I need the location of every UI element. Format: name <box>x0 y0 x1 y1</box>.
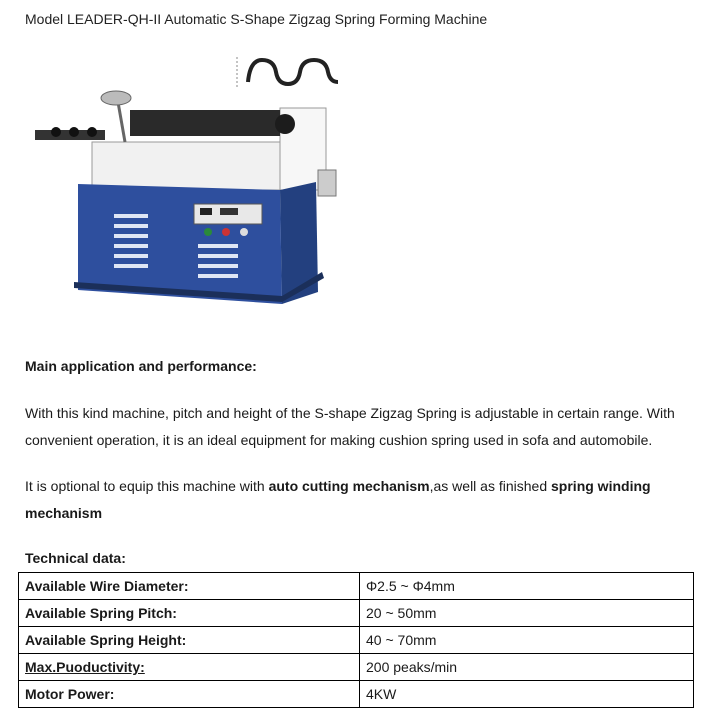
table-row <box>19 627 694 654</box>
table-row <box>19 681 694 708</box>
tech-label: Available Wire Diameter: <box>19 573 360 600</box>
section-heading: Main application and performance: <box>25 358 257 374</box>
options-text-2: ,as well as finished <box>429 478 552 494</box>
options-bold-2: spring winding mechanism <box>25 478 651 521</box>
options-bold-1: auto cutting mechanism <box>268 478 430 494</box>
tech-value: 40 ~ 70mm <box>360 627 694 654</box>
table-row <box>19 573 694 600</box>
page-title: Model LEADER-QH-II Automatic S-Shape Zigzag Spring Forming Machine <box>25 11 488 27</box>
tech-value: 20 ~ 50mm <box>360 600 694 627</box>
description-paragraph: With this kind machine, pitch and height of the S-shape Zigzag Spring is adjustable in certain range. With convenient operation, it is an ideal equipment for making cushion spring used in sofa and automobile. <box>25 405 675 448</box>
options-text-1: It is optional to equip this machine with <box>25 478 269 494</box>
table-row <box>19 600 694 627</box>
tech-label: Max.Puoductivity: <box>19 654 360 681</box>
tech-value: Φ2.5 ~ Φ4mm <box>360 573 694 600</box>
machine-photo <box>30 52 360 314</box>
options-paragraph <box>25 473 695 527</box>
tech-table <box>18 572 694 708</box>
tech-label: Available Spring Pitch: <box>19 600 360 627</box>
tech-value: 4KW <box>360 681 694 708</box>
table-row <box>19 654 694 681</box>
tech-heading: Technical data: <box>25 550 126 566</box>
tech-value: 200 peaks/min <box>360 654 694 681</box>
tech-label: Available Spring Height: <box>19 627 360 654</box>
tech-label: Motor Power: <box>19 681 360 708</box>
